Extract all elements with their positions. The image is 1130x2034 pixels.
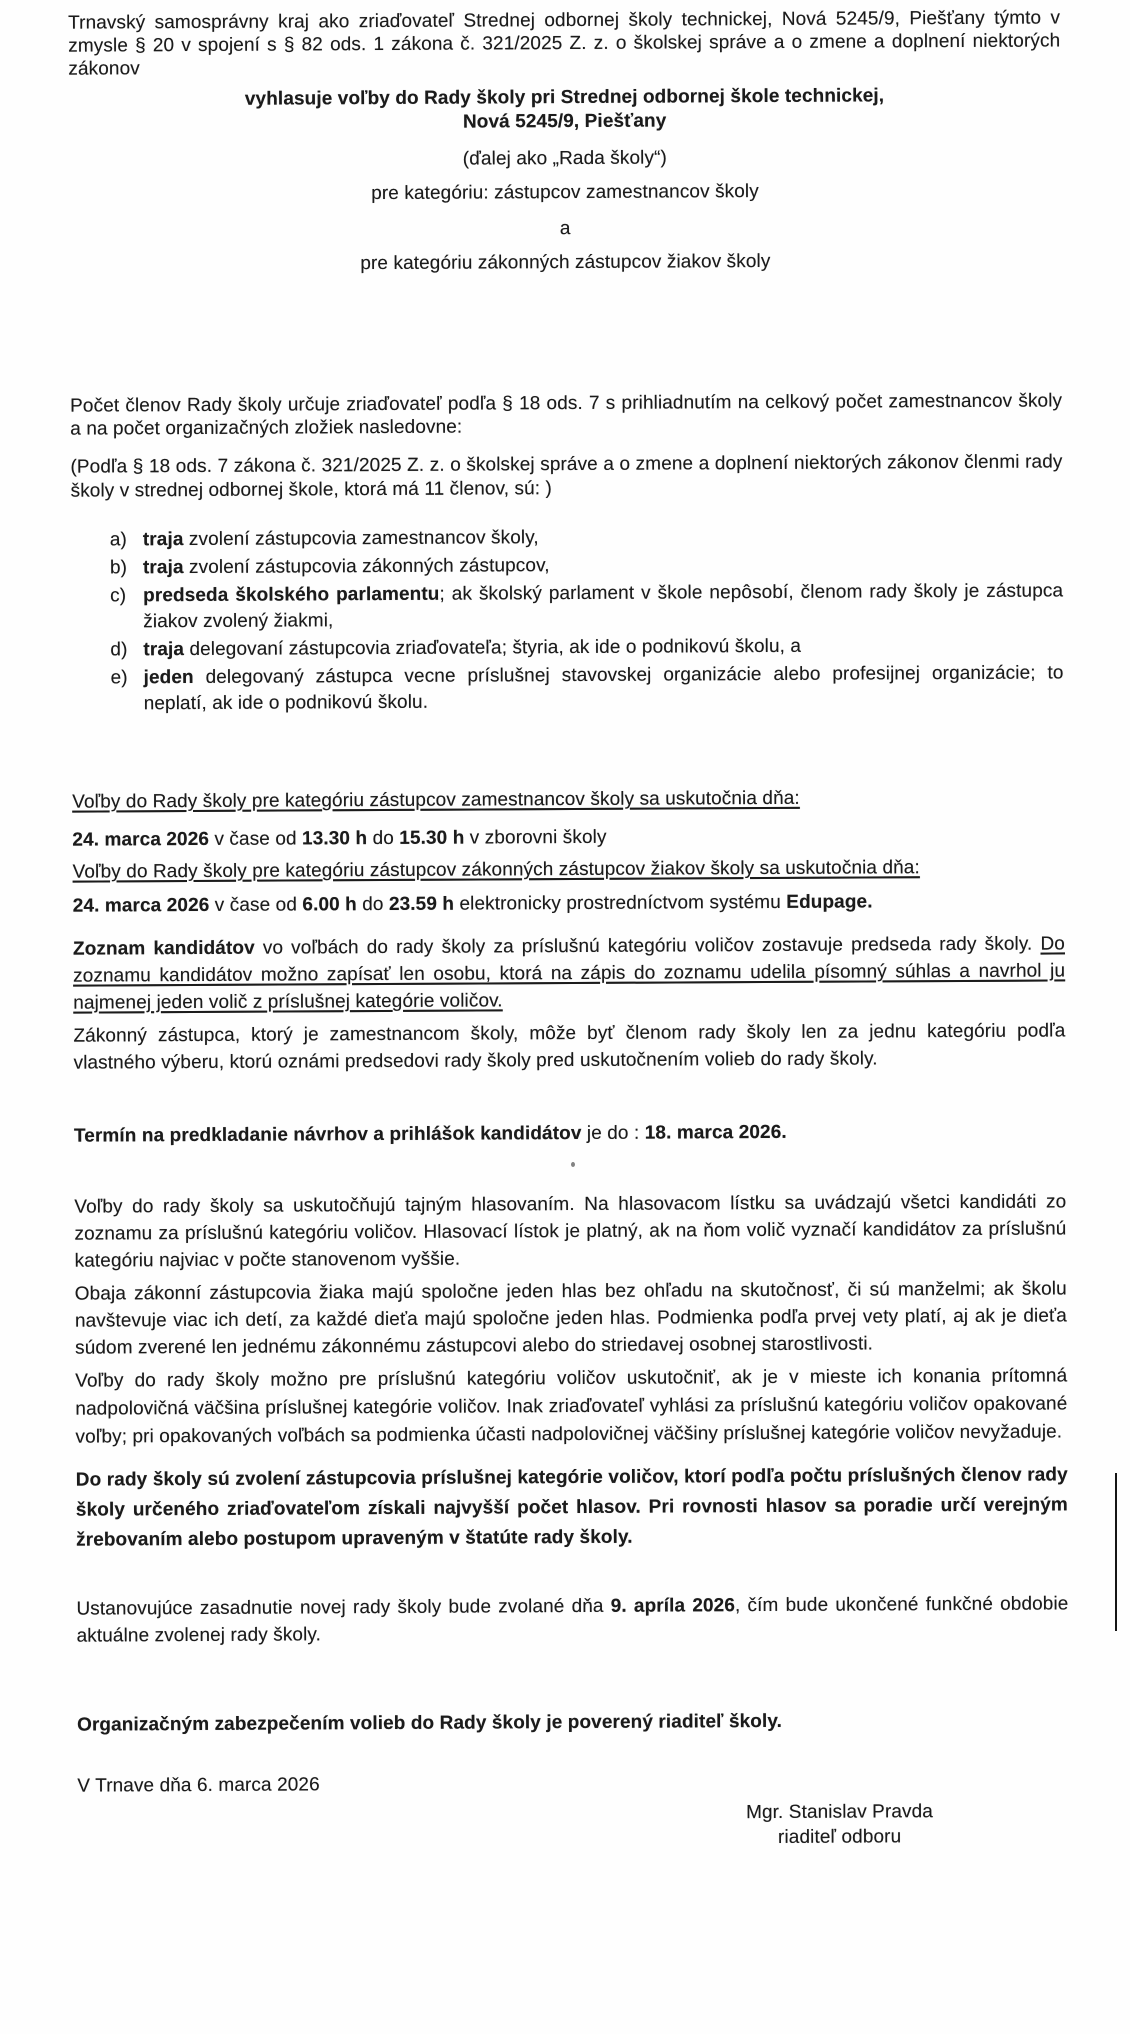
constituent-meeting-paragraph [76,1590,1068,1649]
signature-name [679,1799,999,1826]
text-run: V Trnave dňa 6. marca 2026 [77,1774,320,1797]
text-run: 13.30 h [301,828,368,850]
employees-election-heading [72,784,1064,815]
text-run: riaditeľ odboru [777,1826,902,1848]
list-marker: a) [109,529,127,551]
list-item-b [71,550,1063,581]
guardian-employee-paragraph [73,1017,1065,1076]
list-marker: e) [110,667,128,689]
text-run: 18. marca 2026. [644,1121,787,1144]
text-run: Trnavský samosprávny kraj ako zriaďovateľ Strednej odbornej školy technickej, Nová 5245/9, Piešťany týmto v zmysle § 20 v spojení s § 82 ods. 1 zákona č. 321/2025 Z. z. o školskej správe a o zmene a doplnení niektorých zákonov [68,7,1061,80]
text-run: predseda školského parlamentu [143,583,440,607]
text-run: Voľby do Rady školy pre kategóriu zástupcov zákonných zástupcov žiakov školy sa uskutočnia dňa: [72,857,920,883]
text-run: a [559,218,571,240]
conjunction-a [69,214,1061,242]
list-marker: c) [110,585,127,607]
text-run: pre kategóriu: zástupcov zamestnancov školy [371,181,759,205]
text-run: Termín na predkladanie návrhov a prihlášok kandidátov [73,1122,582,1147]
text-run: Zoznam kandidátov [72,937,255,960]
text-run: (ďalej ako „Rada školy“) [462,147,667,170]
text-run: do [367,827,400,850]
category-employees-line [69,178,1061,206]
text-run: 15.30 h [399,827,465,849]
text-run: Organizačným zabezpečením volieb do Rady školy je poverený riaditeľ školy. [76,1710,783,1736]
text-run: Do rady školy sú zvolení zástupcovia príslušnej kategórie voličov, ktorí podľa počtu príslušných členov rady školy určeného zriaďovateľom získali najvyšší počet hlasov. Pri rovnosti hlasov sa poradie určí verejným žrebovaním alebo postupom upraveným v štatúte rady školy. [75,1464,1068,1551]
text-run: zvolení zástupcovia zamestnancov školy, [183,527,539,551]
text-run: Zákonný zástupca, ktorý je zamestnancom školy, môže byť členom rady školy len za jednu kategóriu podľa vlastného výberu, ktorú oznámi predsedovi rady školy pred uskutočnením volieb do rady školy. [73,1020,1066,1074]
text-run: Do zoznamu kandidátov možno zapísať len osobu, ktorá na zápis do zoznamu udelila písomný súhlas a navrhol ju najmenej jeden volič z príslušnej kategórie voličov. [73,933,1066,1014]
scan-artifact-line [1115,1473,1117,1631]
text-run: vo voľbách do rady školy za príslušnú kategóriu voličov zostavuje predseda rady školy. [254,933,1041,959]
text-run: elektronicky prostredníctvom systému [454,891,787,915]
list-item-c [71,578,1063,635]
quorum-paragraph [75,1362,1067,1451]
text-run: ; ak školský parlament v škole nepôsobí, členom rady školy je zástupca žiakov zvolený žiakmi, [143,580,1064,633]
text-run: 24. marca 2026 [72,828,210,851]
text-run: v čase od [209,894,303,916]
law-reference-paragraph [70,450,1062,503]
scan-artifact-dot [571,1162,575,1167]
text-run: delegovaní zástupcovia zriaďovateľa; štyria, ak ide o podnikovú školu, a [183,635,802,661]
election-result-paragraph [76,1460,1068,1555]
text-run: delegovaný zástupca vecne príslušnej stavovskej organizácie alebo profesijnej organizácie; to neplatí, ak ide o podnikovú školu. [143,662,1064,715]
text-run: , čím bude ukončené funkčné obdobie aktuálne zvolenej rady školy. [76,1593,1069,1647]
text-run: Voľby do rady školy možno pre príslušnú kategóriu voličov uskutočniť, ak je v mieste ich konania prítomná nadpolovičná väčšina príslušnej kategórie voličov. Inak zriaďovateľ vyhlási za príslušnú kategóriu voličov opakované voľby; pri opakovaných voľbách sa podmienka účasti nadpolovičnej väčšiny príslušnej kategórie voličov nevyžaduje. [75,1365,1068,1448]
text-run: Edupage. [786,891,873,913]
list-item-e [71,660,1063,717]
text-run: Voľby do rady školy sa uskutočňujú tajným hlasovaním. Na hlasovacom lístku sa uvádzajú všetci kandidáti zo zoznamu za príslušnú kategóriu voličov. Hlasovací lístok je platný, ak na ňom volič vyznačí kandidátov za príslušnú kategóriu najviac v počte stanovenom vyššie. [74,1191,1067,1272]
place-date-line [77,1769,1069,1797]
text-run: Obaja zákonní zástupcovia žiaka majú spoločne jeden hlas bez ohľadu na skutočnosť, či sú manželmi; ak školu navštevuje viac ich detí, za každé dieťa majú spoločne jeden hlas. Podmienka podľa prvej vety platí, aj ak je dieťa súdom zverené len jednému zákonnému zástupcovi alebo do striedavej osobnej starostlivosti. [74,1278,1067,1359]
text-run: zvolení zástupcovia zákonných zástupcov, [183,555,550,579]
deadline-line [74,1117,1066,1149]
text-run: traja [142,557,184,579]
text-run: (Podľa § 18 ods. 7 zákona č. 321/2025 Z. z. o školskej správe a o zmene a doplnení niektorých zákonov členmi rady školy v strednej odbornej škole, ktorá má 11 členov, sú: ) [70,451,1063,502]
text-run: v zborovni školy [464,826,607,849]
list-marker: b) [109,557,128,579]
text-run: do [356,893,389,916]
employees-election-date [72,822,1064,853]
text-run: 6.00 h [302,894,357,916]
text-run: traja [143,639,185,661]
text-run: Mgr. Stanislav Pravda [745,1801,934,1824]
secret-ballot-paragraph [74,1188,1066,1274]
text-run: 24. marca 2026 [72,894,210,917]
guardians-vote-paragraph [75,1275,1067,1361]
list-item-d [71,632,1063,663]
announcement-heading-line2 [69,107,1061,136]
guardians-election-heading [73,854,1065,885]
text-run: Nová 5245/9, Piešťany [462,110,667,133]
signature-title [680,1824,1000,1851]
member-count-paragraph [70,389,1062,440]
category-guardians-line [69,248,1061,276]
text-run: v čase od [208,828,303,850]
text-run: je do : [581,1122,645,1144]
guardians-election-date [73,888,1065,919]
text-run: vyhlasuje voľby do Rady školy pri Strednej odbornej škole technickej, [244,85,885,110]
text-run: 9. apríla 2026 [610,1595,736,1617]
alias-line [69,144,1061,172]
organization-line [77,1706,1069,1738]
text-run: Voľby do Rady školy pre kategóriu zástupcov zamestnancov školy sa uskutočnia dňa: [72,787,800,813]
text-run: pre kategóriu zákonných zástupcov žiakov školy [360,250,771,275]
intro-paragraph [68,6,1060,80]
text-run: Počet členov Rady školy určuje zriaďovateľ podľa § 18 ods. 7 s prihliadnutím na celkový počet zamestnancov školy a na počet organizačných zložiek nasledovne: [70,390,1063,440]
text-run: traja [142,529,184,551]
text-run: 23.59 h [388,893,455,915]
list-marker: d) [110,639,128,661]
list-item-a [71,522,1063,553]
candidate-list-paragraph [73,930,1065,1016]
text-run: jeden [143,666,194,689]
text-run: Ustanovujúce zasadnutie novej rady školy bude zvolané dňa [76,1595,611,1620]
